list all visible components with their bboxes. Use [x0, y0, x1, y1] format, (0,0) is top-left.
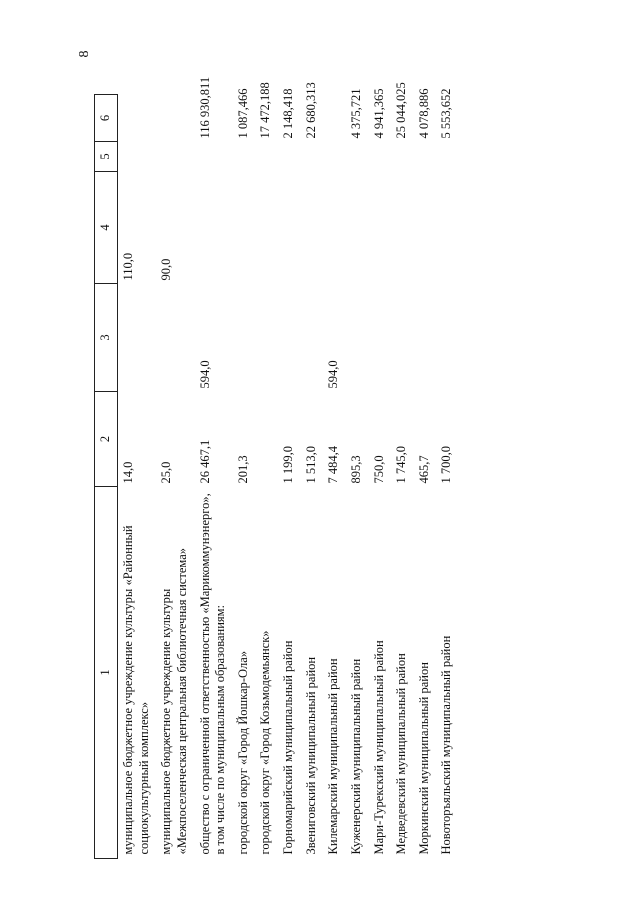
row-value-cell-6 [118, 95, 157, 142]
row-value-cell-5 [156, 142, 194, 172]
row-value-cell-6: 116 930,811 [197, 76, 212, 139]
table-row [391, 95, 414, 859]
row-value-cell-4 [233, 172, 256, 284]
row-value-cell-3 [414, 284, 437, 392]
row-value-cell-6: 2 148,418 [281, 88, 295, 139]
row-value-cell-2: 895,3 [348, 455, 363, 484]
row-value-cell-5 [278, 142, 301, 172]
row-value-cell-5 [195, 142, 233, 172]
row-value-cell-4 [255, 172, 278, 284]
row-value-cell-4 [195, 172, 233, 284]
row-value-cell-6: 1 087,466 [235, 88, 250, 139]
row-value-cell-5 [301, 142, 324, 172]
row-value-cell-6: 22 680,313 [303, 82, 318, 139]
header-row [95, 95, 118, 859]
row-name-cell: Килемарский муниципальный район [326, 658, 341, 855]
table-row [255, 95, 278, 859]
row-value-cell-6 [156, 95, 194, 142]
row-value-cell-5 [391, 142, 414, 172]
row-value-cell-6: 5 553,652 [439, 88, 454, 139]
row-name-cell: муниципальное бюджетное учреждение культуры «Межпоселенческая центральная библиотечная система» [159, 548, 189, 855]
table-row [278, 95, 301, 859]
row-value-cell-5 [255, 142, 278, 172]
data-table [94, 76, 459, 859]
table-sheet [94, 76, 546, 859]
row-value-cell-2 [255, 392, 278, 487]
row-value-cell-2: 1 745,0 [394, 446, 409, 484]
row-value-cell-4 [278, 172, 301, 284]
row-value-cell-6: 4 375,721 [348, 88, 363, 139]
row-value-cell-3: 594,0 [326, 360, 341, 389]
row-value-cell-6: 25 044,025 [394, 82, 409, 139]
row-name-cell: городской округ «Город Йошкар-Ола» [235, 650, 250, 855]
table-row [233, 95, 256, 859]
table-body [118, 76, 460, 859]
table-row [346, 95, 369, 859]
column-header-3: 3 [95, 284, 118, 392]
table-row [369, 95, 392, 859]
row-value-cell-4: 90,0 [159, 258, 174, 281]
table-row [156, 95, 194, 859]
row-value-cell-3 [391, 284, 414, 392]
row-value-cell-5 [233, 142, 256, 172]
row-value-cell-4 [391, 172, 414, 284]
row-value-cell-3 [346, 284, 369, 392]
row-value-cell-3 [436, 284, 459, 392]
row-name-cell: Горномарийский муниципальный район [281, 640, 295, 855]
row-name-cell: Новоторъяльский муниципальный район [439, 635, 454, 855]
row-value-cell-6: 17 472,188 [258, 82, 273, 139]
row-value-cell-5 [323, 142, 346, 172]
row-value-cell-4 [369, 172, 392, 284]
row-value-cell-2: 1 700,0 [439, 446, 454, 484]
page-number: 8 [77, 50, 92, 58]
table-row [414, 95, 437, 859]
row-value-cell-2: 465,7 [416, 455, 431, 484]
row-name-cell: городской округ «Город Козьмодемьянск» [258, 630, 273, 855]
row-name-cell: общество с ограниченной ответственностью «Марикоммунэнерго», в том числе по муниципальным образованиям: [197, 493, 228, 855]
row-name-cell: Звениговский муниципальный район [303, 656, 318, 855]
row-value-cell-2: 25,0 [159, 461, 174, 484]
row-value-cell-6: 4 941,365 [371, 88, 386, 139]
column-header-5: 5 [95, 142, 118, 172]
table-row [323, 95, 346, 859]
row-value-cell-5 [369, 142, 392, 172]
column-header-6: 6 [95, 95, 118, 142]
table-row [118, 95, 157, 859]
row-value-cell-5 [346, 142, 369, 172]
row-name-cell: муниципальное бюджетное учреждение культуры «Районный социокультурный комплекс» [121, 525, 151, 855]
column-header-4: 4 [95, 172, 118, 284]
row-value-cell-4 [414, 172, 437, 284]
row-name-cell: Медведевский муниципальный район [394, 653, 409, 855]
row-value-cell-4 [346, 172, 369, 284]
table-row [436, 95, 459, 859]
row-value-cell-4: 110,0 [121, 252, 135, 281]
row-value-cell-2: 26 467,1 [197, 439, 212, 484]
row-value-cell-3 [278, 284, 301, 392]
column-header-2: 2 [95, 392, 118, 487]
row-value-cell-4 [301, 172, 324, 284]
row-value-cell-3 [233, 284, 256, 392]
row-value-cell-2: 201,3 [235, 455, 250, 484]
row-value-cell-3 [156, 284, 194, 392]
row-value-cell-2: 750,0 [371, 455, 386, 484]
row-name-cell: Мари-Турекский муниципальный район [371, 640, 386, 855]
row-value-cell-5 [436, 142, 459, 172]
row-value-cell-3 [255, 284, 278, 392]
row-value-cell-5 [118, 142, 157, 172]
table-row [301, 95, 324, 859]
row-value-cell-4 [323, 172, 346, 284]
row-name-cell: Куженерский муниципальный район [348, 658, 363, 855]
row-value-cell-5 [414, 142, 437, 172]
column-header-1: 1 [95, 487, 118, 859]
row-value-cell-6: 4 078,886 [416, 88, 431, 139]
row-value-cell-6 [323, 95, 346, 142]
row-value-cell-4 [436, 172, 459, 284]
row-value-cell-2: 7 484,4 [326, 446, 341, 484]
row-value-cell-3 [118, 284, 157, 392]
table-row [195, 95, 233, 859]
row-value-cell-3: 594,0 [197, 360, 212, 389]
row-value-cell-3 [301, 284, 324, 392]
row-name-cell: Моркинский муниципальный район [416, 662, 431, 855]
row-value-cell-2: 14,0 [121, 461, 135, 484]
row-value-cell-3 [369, 284, 392, 392]
row-value-cell-2: 1 199,0 [281, 446, 295, 484]
row-value-cell-2: 1 513,0 [303, 446, 318, 484]
